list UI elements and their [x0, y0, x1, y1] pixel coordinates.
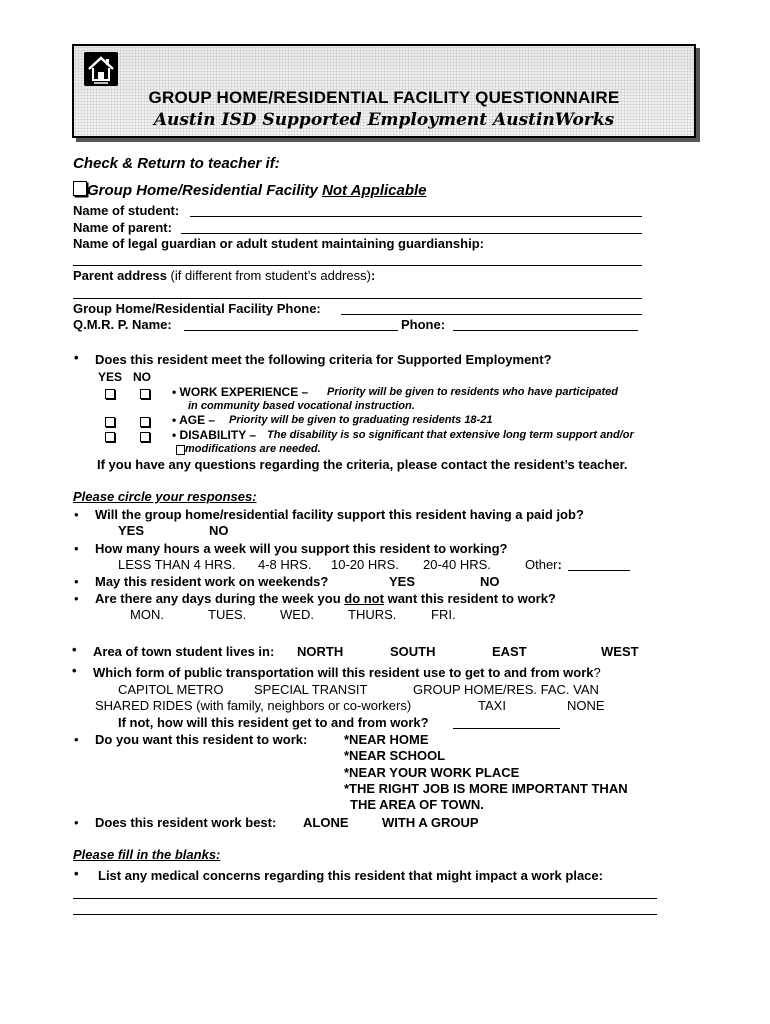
circle-heading: Please circle your responses: [73, 489, 257, 504]
day-option[interactable]: WED. [280, 607, 314, 622]
day-option[interactable]: MON. [130, 607, 164, 622]
bullet: • [74, 350, 79, 365]
age-note: Priority will be given to graduating residents 18-21 [229, 414, 493, 426]
age-no-checkbox[interactable] [140, 417, 150, 427]
q-paid-job: Will the group home/residential facility support this resident having a paid job? [95, 507, 584, 522]
work-best-alone[interactable]: ALONE [303, 815, 349, 830]
no-column-header: NO [133, 370, 151, 384]
yes-column-header: YES [98, 370, 123, 384]
parent-address-field[interactable] [73, 298, 642, 299]
guardian-name-field[interactable] [73, 265, 642, 266]
facility-phone-label: Group Home/Residential Facility Phone: [73, 301, 321, 316]
student-name-field[interactable] [190, 216, 642, 217]
bullet: • [72, 642, 77, 657]
q-paid-job-yes[interactable]: YES [118, 523, 145, 538]
medical-concerns-field-2[interactable] [73, 914, 657, 915]
transport-option[interactable]: GROUP HOME/RES. FAC. VAN [413, 682, 599, 697]
criteria-contact: If you have any questions regarding the criteria, please contact the resident’s teacher. [97, 457, 628, 472]
bullet: • [74, 507, 79, 522]
location-option[interactable]: *NEAR SCHOOL [344, 748, 446, 763]
medical-concerns-field-1[interactable] [73, 898, 657, 899]
q-area: Area of town student lives in: [93, 644, 275, 659]
work-best-group[interactable]: WITH A GROUP [382, 815, 479, 830]
parent-name-label: Name of parent: [73, 220, 172, 235]
q-days: Are there any days during the week you do not want this resident to work? [95, 591, 556, 606]
bullet: • [72, 663, 77, 678]
location-option[interactable]: *NEAR HOME [344, 732, 429, 747]
work-no-checkbox[interactable] [140, 389, 150, 399]
area-option[interactable]: WEST [601, 644, 639, 659]
disability-note: The disability is so significant that extensive long term support and/or [267, 429, 634, 441]
checkbox-glyph [176, 445, 185, 455]
day-option[interactable]: TUES. [208, 607, 247, 622]
student-name-label: Name of student: [73, 203, 180, 218]
guardian-name-label: Name of legal guardian or adult student maintaining guardianship: [73, 236, 484, 251]
hours-option[interactable]: 20-40 HRS. [423, 557, 491, 572]
facility-phone-field[interactable] [341, 314, 642, 315]
location-option[interactable]: *NEAR YOUR WORK PLACE [344, 765, 520, 780]
age-yes-checkbox[interactable] [105, 417, 115, 427]
hours-option[interactable]: LESS THAN 4 HRS. [118, 557, 236, 572]
qmrp-phone-label: Phone: [401, 317, 446, 332]
bullet: • [74, 866, 79, 881]
not-applicable-checkbox[interactable] [73, 181, 87, 196]
work-experience-note-2: in community based vocational instruction. [188, 400, 415, 412]
page-subtitle: Austin ISD Supported Employment AustinWorks [153, 110, 615, 130]
hours-other-label: Other: [525, 557, 562, 572]
hours-other-field[interactable] [568, 570, 630, 571]
bullet: • [74, 541, 79, 556]
house-icon [84, 52, 118, 86]
area-option[interactable]: SOUTH [390, 644, 436, 659]
hours-option[interactable]: 10-20 HRS. [331, 557, 399, 572]
q-weekends-no[interactable]: NO [480, 574, 500, 589]
qmrp-name-label: Q.M.R. P. Name: [73, 317, 172, 332]
disability-label: • DISABILITY – [172, 428, 256, 442]
bullet: • [74, 591, 79, 606]
transport-option[interactable]: SPECIAL TRANSIT [254, 682, 368, 697]
blanks-heading: Please fill in the blanks: [73, 847, 221, 862]
if-not-question: If not, how will this resident get to and from work? [118, 715, 429, 730]
if-not-field[interactable] [453, 728, 560, 729]
q-weekends-yes[interactable]: YES [389, 574, 416, 589]
q-paid-job-no[interactable]: NO [209, 523, 229, 538]
qmrp-phone-field[interactable] [453, 330, 638, 331]
day-option[interactable]: THURS. [348, 607, 397, 622]
medical-concerns-question: List any medical concerns regarding this resident that might impact a work place: [98, 868, 603, 883]
qmrp-name-field[interactable] [184, 330, 398, 331]
location-option-cont: THE AREA OF TOWN. [350, 797, 484, 812]
day-option[interactable]: FRI. [431, 607, 456, 622]
location-option[interactable]: *THE RIGHT JOB IS MORE IMPORTANT THAN [344, 781, 628, 796]
disability-yes-checkbox[interactable] [105, 432, 115, 442]
not-applicable-row [73, 181, 427, 199]
transport-option[interactable]: NONE [567, 698, 605, 713]
parent-address-label: Parent address (if different from student’s address): [73, 268, 376, 283]
q-weekends: May this resident work on weekends? [95, 574, 329, 589]
transport-option[interactable]: CAPITOL METRO [118, 682, 224, 697]
bullet: • [74, 732, 79, 747]
age-label: • AGE – [172, 413, 216, 427]
area-option[interactable]: NORTH [297, 644, 344, 659]
q-hours: How many hours a week will you support this resident to working? [95, 541, 508, 556]
not-applicable-label: Not Applicable [322, 182, 427, 199]
page-title: GROUP HOME/RESIDENTIAL FACILITY QUESTIONNAIRE [148, 88, 620, 107]
work-experience-label: • WORK EXPERIENCE – [172, 385, 309, 399]
q-transport: Which form of public transportation will this resident use to get to and from work? [93, 665, 601, 680]
check-return-heading: Check & Return to teacher if: [73, 155, 280, 172]
area-option[interactable]: EAST [492, 644, 527, 659]
disability-no-checkbox[interactable] [140, 432, 150, 442]
transport-option[interactable]: SHARED RIDES (with family, neighbors or co-workers) [95, 698, 412, 713]
parent-name-field[interactable] [181, 233, 642, 234]
criteria-question: Does this resident meet the following criteria for Supported Employment? [95, 352, 552, 367]
header-banner [72, 44, 696, 138]
disability-note-2: modifications are needed. [185, 443, 321, 455]
bullet: • [74, 815, 79, 830]
bullet: • [74, 574, 79, 589]
transport-option[interactable]: TAXI [478, 698, 506, 713]
q-work-location: Do you want this resident to work: [95, 732, 308, 747]
work-experience-note: Priority will be given to residents who have participated [327, 386, 618, 398]
hours-option[interactable]: 4-8 HRS. [258, 557, 312, 572]
not-applicable-prefix: Group Home/Residential Facility [87, 182, 323, 199]
q-work-best: Does this resident work best: [95, 815, 277, 830]
work-yes-checkbox[interactable] [105, 389, 115, 399]
